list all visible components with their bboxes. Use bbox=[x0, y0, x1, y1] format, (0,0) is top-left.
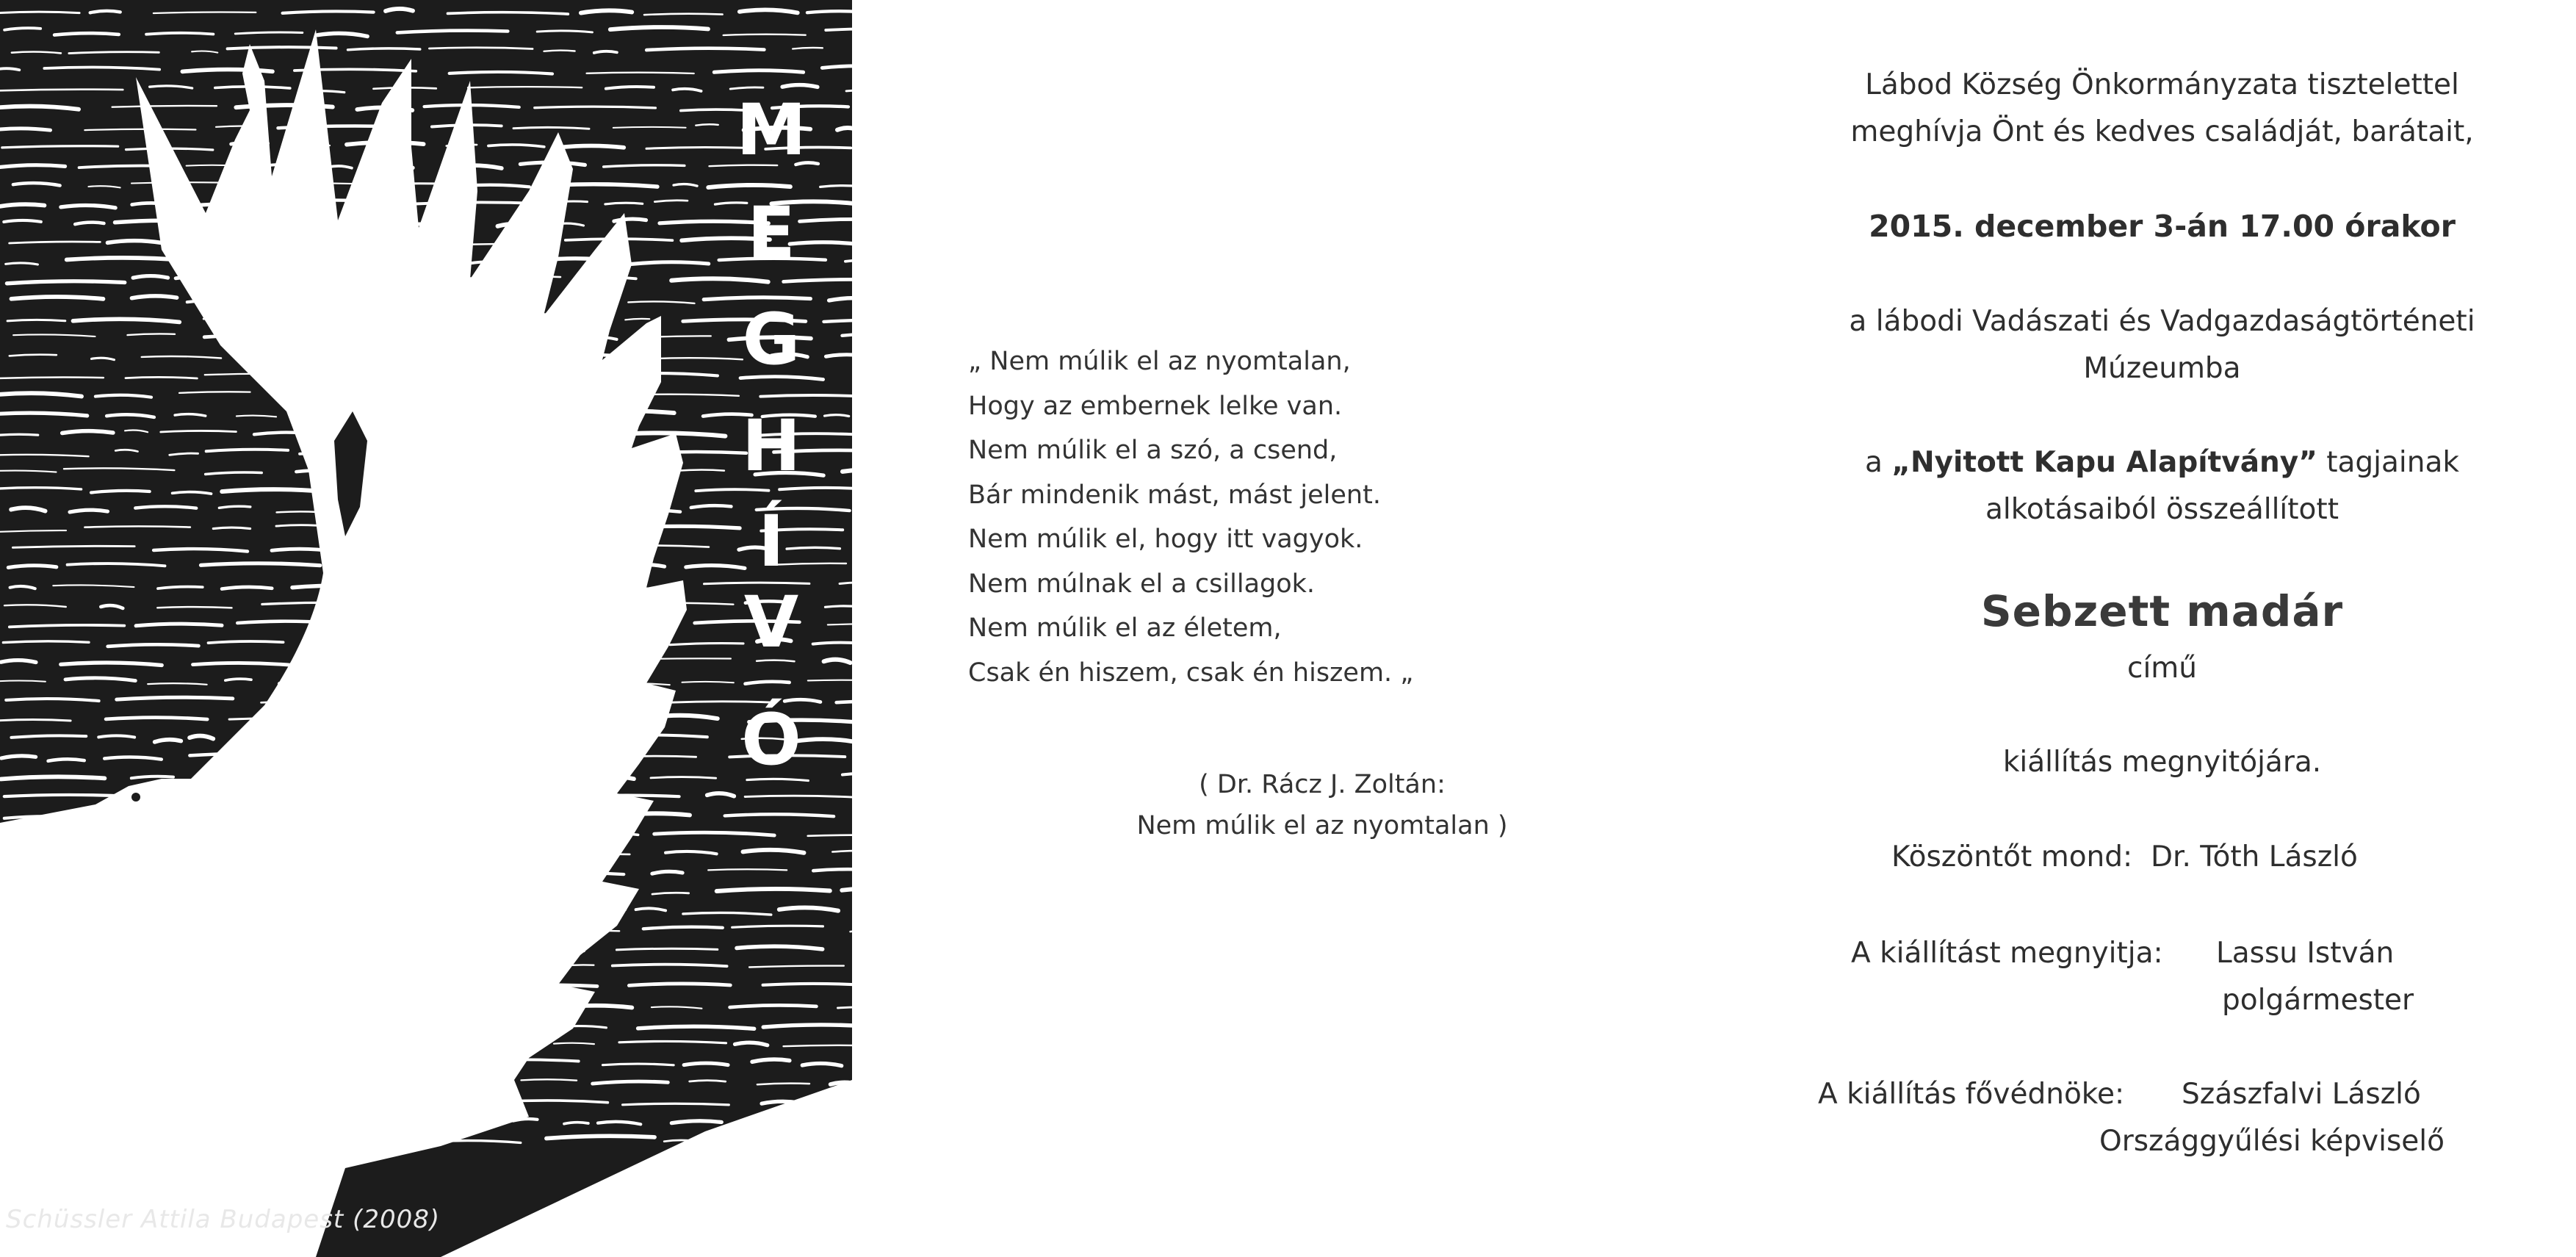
poem-author: ( Dr. Rácz J. Zoltán: bbox=[1199, 770, 1446, 799]
title-letter-1: M bbox=[736, 89, 807, 171]
carving-streak bbox=[638, 1026, 754, 1029]
poem-attribution bbox=[1087, 764, 1557, 846]
carving-streak bbox=[782, 85, 818, 87]
carving-streak bbox=[348, 48, 420, 50]
carving-streak bbox=[222, 489, 325, 491]
carving-streak bbox=[7, 281, 124, 284]
carving-streak bbox=[763, 1025, 859, 1027]
carving-streak bbox=[4, 220, 41, 222]
carving-streak bbox=[386, 9, 413, 11]
carving-streak bbox=[623, 1103, 729, 1105]
carving-streak bbox=[629, 984, 730, 985]
foundation-suffix: tagjainak bbox=[2317, 446, 2459, 479]
flying-bird-woodcut bbox=[0, 0, 859, 1257]
woodcut-illustration bbox=[0, 0, 859, 1257]
carving-streak bbox=[48, 759, 84, 760]
compiled-from: alkotásaiból összeállított bbox=[1985, 493, 2339, 526]
carving-streak bbox=[677, 469, 724, 470]
carving-streak bbox=[826, 29, 859, 31]
foundation-name: „Nyitott Kapu Alapítvány” bbox=[1891, 446, 2317, 479]
carving-streak bbox=[838, 1007, 860, 1009]
carving-streak bbox=[784, 1045, 860, 1046]
carving-streak bbox=[717, 889, 830, 891]
carving-streak bbox=[829, 298, 859, 300]
carving-streak bbox=[1, 777, 104, 779]
carving-streak bbox=[62, 431, 113, 433]
foundation-prefix: a bbox=[1865, 446, 1892, 479]
carving-streak bbox=[696, 124, 718, 125]
carving-streak bbox=[846, 90, 859, 91]
opening-line: kiállítás megnyitójára. bbox=[2002, 746, 2322, 779]
carving-streak bbox=[1, 756, 36, 758]
poem-line-1: „ Nem múlik el az nyomtalan, bbox=[968, 347, 1351, 376]
poem bbox=[968, 339, 1526, 695]
carving-streak bbox=[131, 296, 176, 298]
carving-streak bbox=[3, 641, 89, 643]
carving-streak bbox=[837, 701, 859, 702]
poem-line-3: Nem múlik el a szó, a csend, bbox=[968, 436, 1338, 465]
carving-streak bbox=[201, 563, 320, 566]
poem-line-6: Nem múlnak el a csillagok. bbox=[968, 569, 1316, 599]
patron-label: A kiállítás fővédnöke: bbox=[1818, 1078, 2125, 1111]
carving-streak bbox=[564, 1123, 588, 1124]
bird-eye bbox=[131, 793, 140, 802]
poem-line-5: Nem múlik el, hogy itt vagyok. bbox=[968, 525, 1363, 554]
title-letter-4: H bbox=[741, 405, 801, 487]
carving-streak bbox=[8, 566, 57, 568]
greeting-label: Köszöntőt mond: bbox=[1891, 840, 2133, 874]
opener-role: polgármester bbox=[2222, 984, 2414, 1017]
carving-streak bbox=[779, 488, 856, 489]
invitation-text bbox=[1748, 0, 2576, 1257]
carving-streak bbox=[209, 641, 284, 643]
poem-line-2: Hogy az embernek lelke van. bbox=[968, 391, 1343, 421]
carving-streak bbox=[605, 203, 643, 204]
carving-streak bbox=[795, 739, 853, 741]
carving-streak bbox=[708, 869, 787, 870]
carving-streak bbox=[613, 127, 686, 128]
carving-streak bbox=[752, 1059, 790, 1062]
carving-streak bbox=[646, 48, 764, 50]
carving-streak bbox=[90, 11, 120, 12]
carving-streak bbox=[593, 1081, 668, 1084]
carving-streak bbox=[691, 505, 732, 508]
carving-streak bbox=[161, 431, 237, 432]
carving-streak bbox=[714, 71, 803, 73]
carving-streak bbox=[603, 1064, 674, 1065]
carving-streak bbox=[117, 697, 233, 699]
carving-streak bbox=[644, 14, 723, 15]
carving-streak bbox=[594, 51, 617, 53]
carving-streak bbox=[671, 1121, 721, 1123]
poem-title: Nem múlik el az nyomtalan ) bbox=[1136, 811, 1508, 840]
carving-streak bbox=[832, 851, 859, 852]
carving-streak bbox=[0, 720, 71, 721]
carving-streak bbox=[610, 27, 708, 29]
greeting-name: Dr. Tóth László bbox=[2151, 840, 2358, 874]
title-letter-3: G bbox=[742, 298, 801, 381]
carving-streak bbox=[222, 587, 272, 589]
title-letter-5: Í bbox=[758, 500, 784, 583]
carving-streak bbox=[228, 47, 336, 48]
carving-streak bbox=[652, 871, 682, 874]
carving-streak bbox=[98, 735, 134, 737]
carving-streak bbox=[1, 660, 36, 663]
carving-streak bbox=[0, 68, 19, 70]
carving-streak bbox=[213, 527, 250, 529]
carving-streak bbox=[0, 129, 51, 131]
carving-streak bbox=[75, 223, 104, 225]
carving-streak bbox=[851, 931, 860, 932]
poem-line-4: Bár mindenik mást, mást jelent. bbox=[968, 480, 1381, 510]
venue-line-1: a lábodi Vadászati és Vadgazdaságtörténeti bbox=[1849, 305, 2475, 338]
carving-streak bbox=[133, 276, 168, 278]
carving-streak bbox=[397, 31, 508, 33]
carving-streak bbox=[0, 165, 65, 168]
intro-line-1: Lábod Község Önkormányzata tisztelettel bbox=[1865, 68, 2459, 101]
carving-streak bbox=[708, 185, 790, 187]
carving-streak bbox=[800, 219, 859, 221]
carving-streak bbox=[651, 777, 716, 779]
opener-label: A kiállítást megnyitja: bbox=[1851, 937, 2163, 970]
carving-streak bbox=[135, 506, 196, 508]
carving-streak bbox=[840, 583, 859, 584]
opener-name: Lassu István bbox=[2216, 937, 2395, 970]
carving-streak bbox=[11, 297, 103, 299]
carving-streak bbox=[843, 469, 859, 472]
carving-streak bbox=[842, 888, 859, 890]
carving-streak bbox=[820, 186, 859, 187]
carving-streak bbox=[206, 450, 288, 451]
titled-word: című bbox=[2127, 652, 2197, 685]
poem-line-7: Nem múlik el az életem, bbox=[968, 613, 1282, 643]
carving-streak bbox=[70, 510, 108, 512]
carving-streak bbox=[84, 526, 190, 527]
carving-streak bbox=[787, 547, 840, 549]
intro-line-2: meghívja Önt és kedves családját, barátait, bbox=[1850, 115, 2474, 148]
carving-streak bbox=[0, 681, 46, 682]
event-date: 2015. december 3-án 17.00 órakor bbox=[1869, 209, 2456, 244]
carving-streak bbox=[632, 262, 709, 264]
carving-streak bbox=[546, 1136, 654, 1138]
carving-streak bbox=[730, 1005, 817, 1007]
title-letter-2: E bbox=[747, 192, 795, 274]
carving-streak bbox=[826, 355, 860, 357]
carving-streak bbox=[643, 927, 723, 929]
carving-streak bbox=[581, 10, 632, 12]
foundation-line bbox=[1748, 439, 2576, 486]
carving-streak bbox=[146, 33, 213, 35]
carving-streak bbox=[616, 948, 717, 950]
carving-streak bbox=[845, 260, 859, 262]
title-letter-6: V bbox=[743, 581, 799, 663]
venue-line-2: Múzeumba bbox=[2083, 352, 2241, 385]
patron-role: Országgyűlési képviselő bbox=[2099, 1125, 2445, 1158]
poem-line-8: Csak én hiszem, csak én hiszem. „ bbox=[968, 658, 1414, 688]
carving-streak bbox=[843, 334, 860, 336]
carving-streak bbox=[155, 740, 181, 742]
artist-signature: Schüssler Attila Budapest (2008) bbox=[6, 1205, 441, 1234]
carving-streak bbox=[808, 835, 859, 836]
exhibition-title: Sebzett madár bbox=[1980, 586, 2344, 636]
carving-streak bbox=[226, 679, 251, 680]
carving-streak bbox=[696, 489, 768, 491]
carving-streak bbox=[108, 644, 199, 646]
patron-name: Szászfalvi László bbox=[2182, 1078, 2421, 1111]
carving-streak bbox=[7, 320, 65, 321]
carving-streak bbox=[535, 107, 656, 108]
carving-streak bbox=[822, 66, 859, 68]
carving-streak bbox=[157, 607, 231, 608]
title-letter-7: Ó bbox=[741, 699, 801, 781]
carving-streak bbox=[0, 12, 79, 13]
carving-streak bbox=[813, 643, 859, 644]
carving-streak bbox=[283, 11, 374, 12]
carving-streak bbox=[684, 1063, 728, 1065]
carving-streak bbox=[108, 241, 162, 243]
carving-streak bbox=[824, 320, 860, 322]
carving-streak bbox=[555, 145, 624, 148]
carving-streak bbox=[54, 33, 119, 35]
carving-streak bbox=[106, 718, 207, 720]
carving-streak bbox=[84, 129, 195, 130]
carving-streak bbox=[136, 624, 222, 626]
